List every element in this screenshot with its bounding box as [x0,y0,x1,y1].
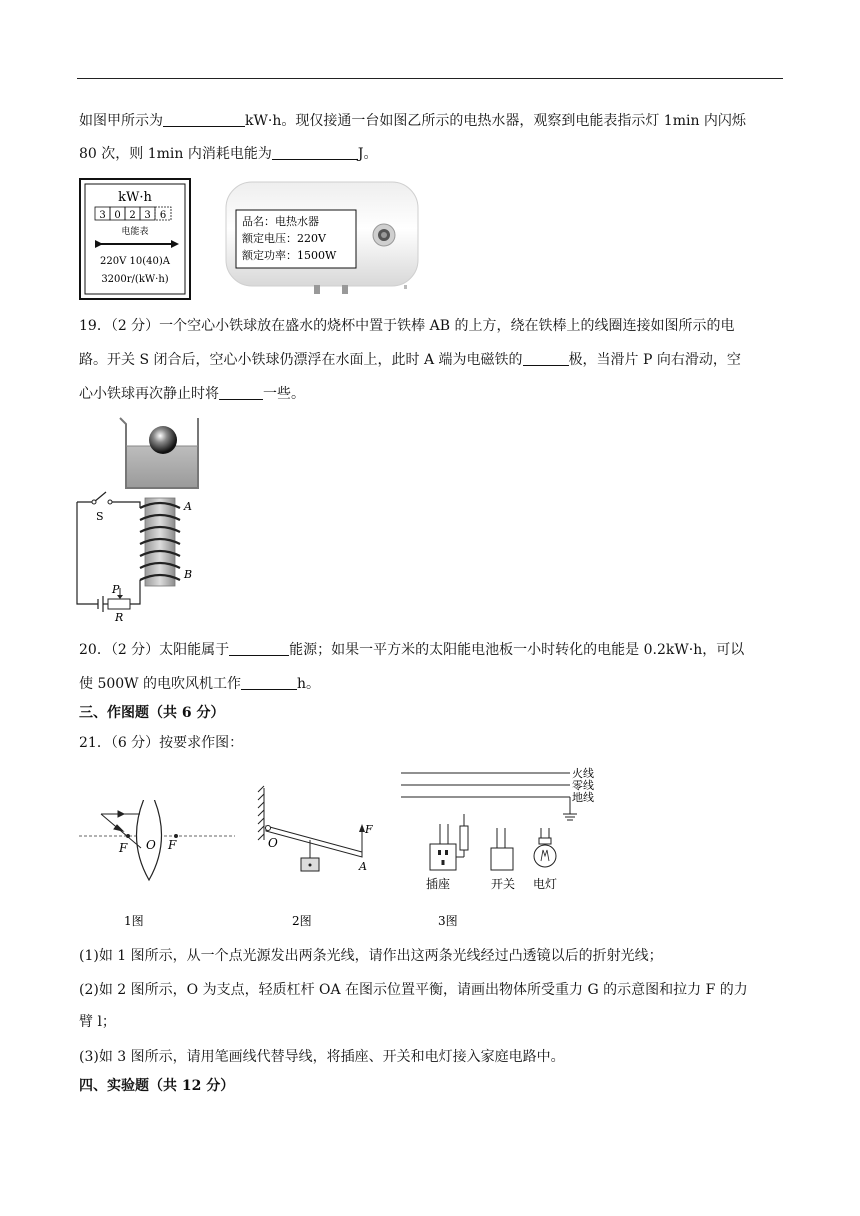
meter-digit: 6 [159,210,167,221]
heater-pipe [314,285,320,294]
q21-intro: 21．（6 分）按要求作图： [79,735,244,751]
q21-item-2-line-2: 臂 l； [79,1014,116,1030]
label-neutral: 零线 [572,779,594,792]
label-r: R [115,611,124,624]
label-b: B [184,568,193,581]
label-a: A [184,500,192,513]
q19-text: 心小铁球再次静止时将 [79,386,219,402]
label-p: P [112,583,120,596]
meter-digit: 3 [144,210,151,221]
q20-line-1 [79,640,744,660]
q20-text: 使 500W 的电吹风机工作 [79,676,242,692]
q18-text: J。 [357,146,378,162]
rheostat [108,599,130,609]
lamp-icon [534,828,556,867]
label-socket: 插座 [426,877,451,891]
water-heater-figure [222,178,422,300]
q20-text: 能源；如果一平方米的太阳能电池板一小时转化的电能是 0.2kW·h，可以 [289,642,745,658]
circuit-wires [77,492,140,612]
fig3-caption: 3图 [438,914,458,928]
socket-icon [430,814,468,870]
heater-power: 额定功率：1500W [242,249,337,262]
meter-label: 电能表 [121,227,149,237]
q19-text: 极，当滑片 P 向右滑动，空 [568,352,741,368]
iron-ball [149,426,177,454]
q20-blank-2[interactable] [241,675,297,690]
heater-knob-icon [373,224,395,246]
meter-digit: 3 [99,210,106,221]
label-switch: 开关 [491,877,516,891]
label-live: 火线 [572,767,594,780]
label-f-right: F [168,838,177,852]
q18-blank-2[interactable] [272,145,358,160]
meter-spec-2: 3200r/(kW·h) [101,274,169,285]
heater-pipe [404,285,407,289]
q20-text: 20．（2 分）太阳能属于 [79,642,230,658]
label-a: A [359,860,367,873]
q19-blank-1[interactable] [523,351,569,366]
q19-line-1: 19．（2 分）一个空心小铁球放在盛水的烧杯中置于铁棒 AB 的上方，绕在铁棒上的线圈连接如图所示的电 [79,318,735,334]
energy-meter-figure [79,178,191,300]
q18-line-2 [79,144,377,164]
meter-digit: 0 [114,210,121,221]
electromagnet-figure [68,412,218,624]
household-circuit-figure [398,764,608,932]
lens-figure [79,800,235,932]
q20-blank-1[interactable] [229,641,289,656]
q20-line-2 [79,674,320,694]
fig2-caption: 2图 [292,914,312,928]
label-lamp: 电灯 [533,877,558,891]
q18-text: 如图甲所示为 [79,113,163,129]
meter-spec-1: 220V 10(40)A [100,256,170,267]
q21-item-3: (3)如 3 图所示，请用笔画线代替导线，将插座、开关和电灯接入家庭电路中。 [79,1049,565,1065]
weight-center [309,864,312,867]
heater-pipe [342,285,348,294]
section-heading-3: 三、作图题（共 6 分） [79,705,225,721]
switch-contact [92,500,96,504]
q20-text: h。 [297,676,321,692]
q19-line-3 [79,384,305,404]
meter-unit: kW·h [118,190,152,205]
q21-item-2-line-1: (2)如 2 图所示，O 为支点，轻质杠杆 OA 在图示位置平衡，请画出物体所受重力 G 的示意图和拉力 F 的力 [79,982,748,998]
q18-text: kW·h。现仅接通一台如图乙所示的电热水器，观察到电能表指示灯 1min 内闪烁 [245,113,746,129]
focal-point [126,834,130,838]
switch-contact [108,500,112,504]
label-s: S [96,510,104,523]
q18-line-1 [79,111,746,131]
label-o: O [268,836,278,850]
lever-bar [266,826,362,857]
meter-digit: 2 [129,210,136,221]
q19-text: 一些。 [263,386,305,402]
q19-text: 路。开关 S 闭合后，空心小铁球仍漂浮在水面上，此时 A 端为电磁铁的 [79,352,523,368]
fig1-caption: 1图 [124,914,144,928]
q19-line-2 [79,350,741,370]
label-o: O [146,838,156,852]
lever-figure [256,780,382,932]
header-rule [77,78,783,79]
label-ground: 地线 [572,791,594,804]
heater-name: 品名：电热水器 [242,215,319,228]
section-heading-4: 四、实验题（共 12 分） [79,1078,235,1094]
q18-text: 80 次，则 1min 内消耗电能为 [79,146,272,162]
q18-blank-1[interactable] [163,112,245,127]
heater-voltage: 额定电压：220V [242,232,326,245]
switch-icon [491,828,513,870]
label-f-left: F [119,841,128,855]
wall [258,786,264,840]
label-f: F [365,823,373,836]
q21-item-1: (1)如 1 图所示，从一个点光源发出两条光线，请作出这两条光线经过凸透镜以后的折射光线； [79,948,663,964]
q19-blank-2[interactable] [219,385,263,400]
pivot [266,826,271,831]
iron-core [145,498,175,586]
